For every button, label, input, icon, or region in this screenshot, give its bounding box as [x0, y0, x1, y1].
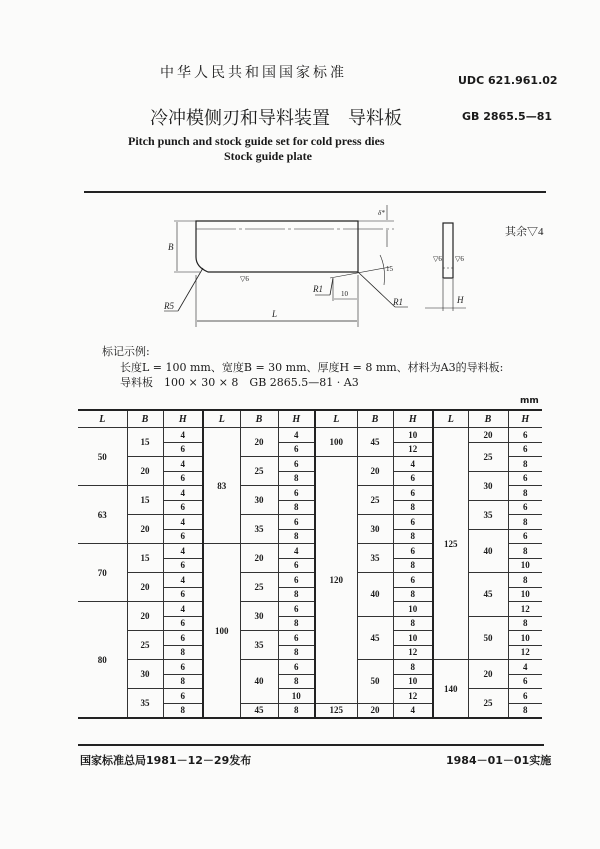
cell-width: 30 [127, 660, 163, 689]
national-standard-heading: 中华人民共和国国家标准 [160, 65, 347, 81]
cell-width: 50 [468, 616, 508, 660]
cell-thickness: 8 [508, 616, 542, 631]
cell-thickness: 8 [278, 500, 315, 515]
header-rule [84, 191, 546, 193]
cell-thickness: 6 [163, 587, 203, 602]
cell-thickness: 6 [393, 471, 433, 486]
cell-width: 15 [127, 544, 163, 573]
title-en-2: Stock guide plate [224, 149, 313, 163]
dim-label-l: L [272, 309, 278, 319]
effective-date: 1984－01－01实施 [446, 754, 552, 767]
cell-width: 25 [240, 573, 278, 602]
cell-thickness: 6 [393, 544, 433, 559]
cell-thickness: 4 [163, 428, 203, 443]
footer-rule [78, 744, 544, 746]
cell-thickness: 6 [393, 486, 433, 501]
cell-width: 25 [127, 631, 163, 660]
table-row [78, 660, 542, 675]
cell-thickness: 6 [278, 486, 315, 501]
cell-thickness: 8 [278, 645, 315, 660]
dim-label-10: 10 [341, 290, 348, 298]
radius-label-r1-left: R1 [313, 284, 323, 294]
cell-thickness: 8 [508, 486, 542, 501]
standard-number: GB 2865.5—81 [462, 110, 552, 123]
cell-thickness: 8 [278, 529, 315, 544]
angle-label-15: 15 [386, 265, 393, 273]
cell-thickness: 6 [508, 442, 542, 457]
column-header-h: H [163, 410, 203, 428]
cell-width: 35 [357, 544, 393, 573]
cell-thickness: 8 [163, 645, 203, 660]
column-header-l: L [433, 410, 468, 428]
cell-thickness: 8 [393, 660, 433, 675]
radius-label-r5: R5 [164, 301, 174, 311]
cell-width: 45 [468, 573, 508, 617]
cell-thickness: 4 [163, 457, 203, 472]
cell-width: 35 [468, 500, 508, 529]
cell-thickness: 10 [508, 587, 542, 602]
cell-thickness: 6 [278, 631, 315, 646]
cell-thickness: 8 [393, 587, 433, 602]
cell-length: 140 [433, 660, 468, 719]
column-header-l: L [78, 410, 127, 428]
dim-label-h: H [457, 295, 464, 305]
cell-length: 70 [78, 544, 127, 602]
cell-thickness: 6 [508, 689, 542, 704]
cell-width: 20 [127, 602, 163, 631]
cell-thickness: 4 [278, 428, 315, 443]
cell-width: 40 [240, 660, 278, 704]
cell-thickness: 10 [393, 674, 433, 689]
cell-width: 20 [127, 457, 163, 486]
column-header-b: B [240, 410, 278, 428]
cell-thickness: 10 [393, 602, 433, 617]
cell-thickness: 6 [393, 573, 433, 588]
cell-width: 25 [357, 486, 393, 515]
cell-length: 125 [433, 428, 468, 660]
cell-length: 125 [315, 703, 357, 718]
title-cn: 冷冲模侧刃和导料装置 导料板 [150, 108, 402, 129]
cell-thickness: 6 [508, 500, 542, 515]
cell-thickness: 6 [278, 442, 315, 457]
cell-width: 30 [240, 486, 278, 515]
cell-thickness: 6 [508, 428, 542, 443]
cell-thickness: 6 [163, 631, 203, 646]
cell-width: 45 [357, 616, 393, 660]
cell-width: 35 [240, 515, 278, 544]
unit-label: mm [520, 396, 539, 406]
cell-thickness: 8 [393, 529, 433, 544]
cell-thickness: 8 [278, 616, 315, 631]
cell-thickness: 12 [508, 602, 542, 617]
roughness-side-left: ▽6 [433, 255, 442, 263]
cell-thickness: 6 [163, 558, 203, 573]
cell-length: 120 [315, 457, 357, 704]
udc-code: UDC 621.961.02 [458, 74, 558, 87]
cell-thickness: 8 [508, 703, 542, 718]
dimension-table [78, 409, 542, 719]
cell-thickness: 6 [163, 442, 203, 457]
column-header-h: H [278, 410, 315, 428]
cell-thickness: 8 [278, 674, 315, 689]
cell-width: 20 [468, 660, 508, 689]
cell-thickness: 8 [508, 544, 542, 559]
cell-width: 20 [357, 703, 393, 718]
cell-thickness: 4 [163, 573, 203, 588]
cell-thickness: 8 [393, 500, 433, 515]
cell-length: 63 [78, 486, 127, 544]
table-row [78, 428, 542, 443]
cell-thickness: 10 [393, 428, 433, 443]
cell-width: 30 [357, 515, 393, 544]
cell-width: 20 [127, 515, 163, 544]
cell-thickness: 8 [278, 703, 315, 718]
cell-width: 30 [468, 471, 508, 500]
cell-thickness: 4 [393, 703, 433, 718]
title-en-1: Pitch punch and stock guide set for cold press dies [128, 134, 385, 148]
column-header-b: B [468, 410, 508, 428]
cell-thickness: 10 [508, 558, 542, 573]
column-header-h: H [393, 410, 433, 428]
cell-length: 100 [203, 544, 240, 719]
cell-thickness: 4 [163, 544, 203, 559]
example-heading: 标记示例: [102, 345, 150, 358]
cell-thickness: 4 [163, 602, 203, 617]
plate-outline [196, 221, 358, 272]
example-line-2: 导料板 100 × 30 × 8 GB 2865.5—81 · A3 [120, 376, 359, 389]
column-header-l: L [315, 410, 357, 428]
cell-thickness: 12 [393, 645, 433, 660]
cell-thickness: 6 [163, 616, 203, 631]
column-header-l: L [203, 410, 240, 428]
cell-thickness: 8 [163, 703, 203, 718]
cell-width: 30 [240, 602, 278, 631]
cell-thickness: 6 [278, 602, 315, 617]
dim-label-delta: δ* [378, 209, 385, 217]
cell-width: 20 [240, 428, 278, 457]
cell-thickness: 4 [163, 515, 203, 530]
cell-thickness: 10 [508, 631, 542, 646]
cell-width: 35 [127, 689, 163, 719]
cell-thickness: 6 [278, 558, 315, 573]
cell-thickness: 12 [393, 442, 433, 457]
cell-length: 50 [78, 428, 127, 486]
issue-date: 国家标准总局1981－12－29发布 [80, 754, 252, 767]
cell-width: 15 [127, 486, 163, 515]
cell-width: 25 [468, 442, 508, 471]
cell-width: 40 [357, 573, 393, 617]
cell-width: 25 [468, 689, 508, 719]
cell-length: 100 [315, 428, 357, 457]
roughness-side-right: ▽6 [455, 255, 464, 263]
cell-thickness: 6 [508, 529, 542, 544]
cell-thickness: 6 [278, 573, 315, 588]
cell-thickness: 4 [163, 486, 203, 501]
cell-width: 20 [357, 457, 393, 486]
cell-length: 80 [78, 602, 127, 719]
column-header-h: H [508, 410, 542, 428]
cell-thickness: 6 [508, 471, 542, 486]
roughness-rest-note: 其余▽4 [505, 226, 544, 238]
example-line-1: 长度L = 100 mm、宽度B = 30 mm、厚度H = 8 mm、材料为A3的导料板: [120, 361, 504, 374]
cell-width: 50 [357, 660, 393, 704]
cell-width: 20 [127, 573, 163, 602]
cell-width: 20 [240, 544, 278, 573]
dim-label-b: B [168, 242, 174, 252]
cell-thickness: 6 [278, 457, 315, 472]
cell-thickness: 8 [393, 558, 433, 573]
cell-thickness: 6 [163, 471, 203, 486]
cell-thickness: 6 [278, 660, 315, 675]
column-header-b: B [357, 410, 393, 428]
cell-thickness: 8 [278, 471, 315, 486]
table-header-row [78, 410, 542, 428]
column-header-b: B [127, 410, 163, 428]
cell-thickness: 8 [508, 573, 542, 588]
cell-width: 25 [240, 457, 278, 486]
cell-thickness: 4 [508, 660, 542, 675]
cell-thickness: 10 [278, 689, 315, 704]
table-row [78, 573, 542, 588]
roughness-bottom: ▽6 [240, 275, 249, 283]
cell-width: 15 [127, 428, 163, 457]
table-row [78, 689, 542, 704]
cell-thickness: 4 [393, 457, 433, 472]
cell-thickness: 4 [278, 544, 315, 559]
cell-thickness: 8 [508, 457, 542, 472]
cell-thickness: 12 [508, 645, 542, 660]
cell-width: 20 [468, 428, 508, 443]
cell-thickness: 6 [163, 660, 203, 675]
cell-thickness: 6 [163, 500, 203, 515]
cell-thickness: 6 [163, 529, 203, 544]
cell-width: 45 [240, 703, 278, 718]
cell-width: 45 [357, 428, 393, 457]
cell-length: 83 [203, 428, 240, 544]
cell-thickness: 8 [393, 616, 433, 631]
cell-thickness: 6 [163, 689, 203, 704]
cell-thickness: 8 [163, 674, 203, 689]
cell-thickness: 6 [508, 674, 542, 689]
cell-width: 40 [468, 529, 508, 573]
cell-thickness: 6 [393, 515, 433, 530]
technical-drawing [0, 195, 600, 335]
cell-thickness: 6 [278, 515, 315, 530]
cell-thickness: 8 [278, 587, 315, 602]
cell-thickness: 10 [393, 631, 433, 646]
cell-width: 35 [240, 631, 278, 660]
cell-thickness: 12 [393, 689, 433, 704]
cell-thickness: 8 [508, 515, 542, 530]
radius-label-r1-right: R1 [393, 297, 403, 307]
